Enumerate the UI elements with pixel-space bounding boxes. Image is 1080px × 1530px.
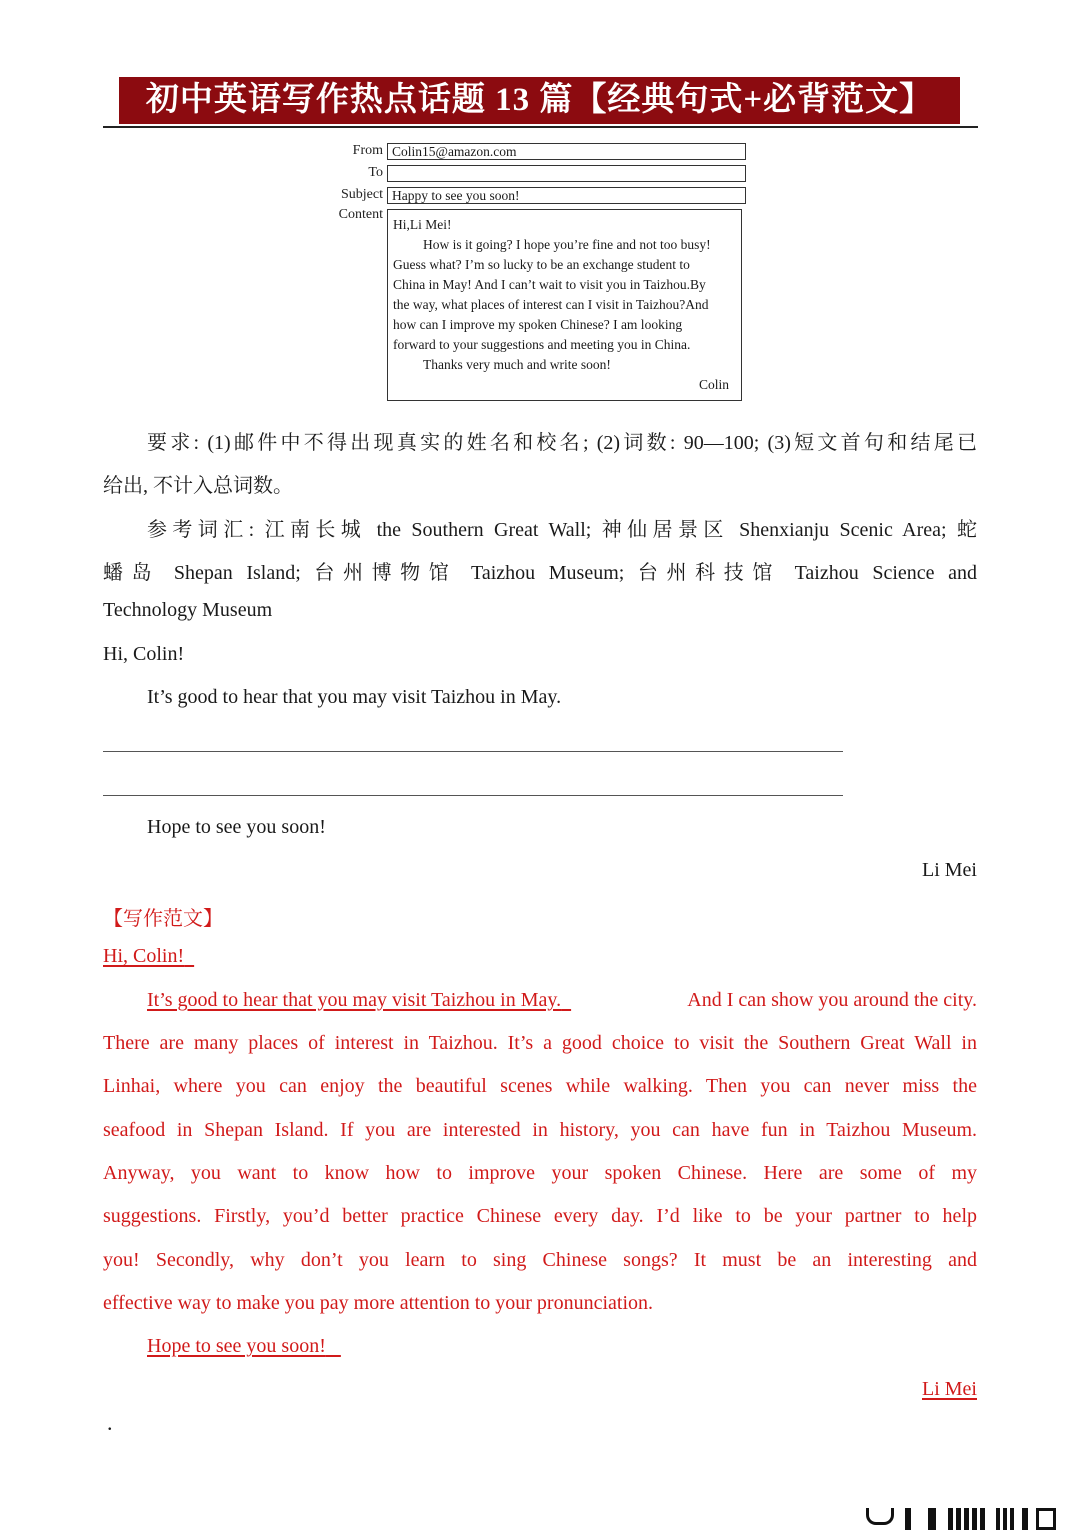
from-label: From: [352, 143, 383, 158]
sample-line: effective way to make you pay more attention to your pronunciation.: [103, 1292, 654, 1314]
letter-opening: It’s good to hear that you may visit Taizhou in May.: [147, 686, 562, 708]
vocab-line: Technology Museum: [103, 599, 273, 621]
title-banner: 初中英语写作热点话题 13 篇【经典句式+必背范文】: [119, 77, 960, 124]
writing-line: [103, 795, 843, 796]
letter-signature: Li Mei: [922, 859, 977, 881]
sample-first-line: [147, 989, 977, 1012]
sample-closing: Hope to see you soon!: [147, 1335, 326, 1357]
vocab-line: 参考词汇: 江南长城 the Southern Great Wall; 神仙居景区 Shenxianju Scenic Area; 蛇: [147, 519, 977, 541]
content-line: the way, what places of interest can I visit in Taizhou?And: [393, 297, 709, 312]
to-field: [387, 165, 746, 182]
sample-heading: 【写作范文】: [103, 908, 223, 930]
content-line: Thanks very much and write soon!: [423, 357, 611, 372]
content-signature: Colin: [698, 377, 729, 392]
vocab-line: 蟠岛 Shepan Island; 台州博物馆 Taizhou Museum; 台州科技馆 Taizhou Science and: [103, 562, 977, 584]
sample-line: There are many places of interest in Taizhou. It’s a good choice to visit the Southern Great Wall in: [103, 1032, 977, 1054]
content-line: Guess what? I’m so lucky to be an exchange student to: [393, 257, 690, 272]
content-field: [387, 209, 742, 401]
sample-signature: Li Mei: [922, 1378, 977, 1400]
sample-line: you! Secondly, why don’t you learn to sing Chinese songs? It must be an interesting and: [103, 1249, 977, 1271]
content-line: China in May! And I can’t wait to visit you in Taizhou.By: [393, 277, 706, 292]
letter-greeting: Hi, Colin!: [103, 643, 185, 665]
sample-first-sentence: It’s good to hear that you may visit Taizhou in May.: [147, 989, 562, 1011]
content-line: Hi,Li Mei!: [393, 217, 452, 232]
content-line: how can I improve my spoken Chinese? I am looking: [393, 317, 683, 332]
title-rule: [103, 126, 978, 128]
requirements-line: 要求: (1)邮件中不得出现真实的姓名和校名; (2)词数: 90—100; (3)短文首句和结尾已: [147, 432, 977, 454]
letter-closing: Hope to see you soon!: [147, 816, 326, 838]
to-label: To: [368, 165, 383, 180]
content-line: How is it going? I hope you’re fine and not too busy!: [423, 237, 711, 252]
sample-line: seafood in Shepan Island. If you are interested in history, you can have fun in Taizhou Museum.: [103, 1119, 977, 1141]
sample-line: suggestions. Firstly, you’d better practice Chinese every day. I’d like to be your partner to help: [103, 1205, 977, 1227]
sample-first-rest: And I can show you around the city.: [687, 989, 977, 1011]
subject-field: Happy to see you soon!: [387, 187, 746, 204]
requirements-line: 给出, 不计入总词数。: [103, 475, 293, 497]
content-label: Content: [338, 207, 383, 222]
sample-line: Anyway, you want to know how to improve your spoken Chinese. Here are some of my: [103, 1162, 977, 1184]
subject-label: Subject: [341, 187, 383, 202]
sample-greeting: Hi, Colin!: [103, 945, 185, 967]
bullet-dot: .: [107, 1410, 113, 1435]
from-field: Colin15@amazon.com: [387, 143, 746, 160]
writing-line: [103, 751, 843, 752]
content-line: forward to your suggestions and meeting you in China.: [393, 337, 691, 352]
sample-line: Linhai, where you can enjoy the beautiful scenes while walking. Then you can never miss the: [103, 1075, 977, 1097]
